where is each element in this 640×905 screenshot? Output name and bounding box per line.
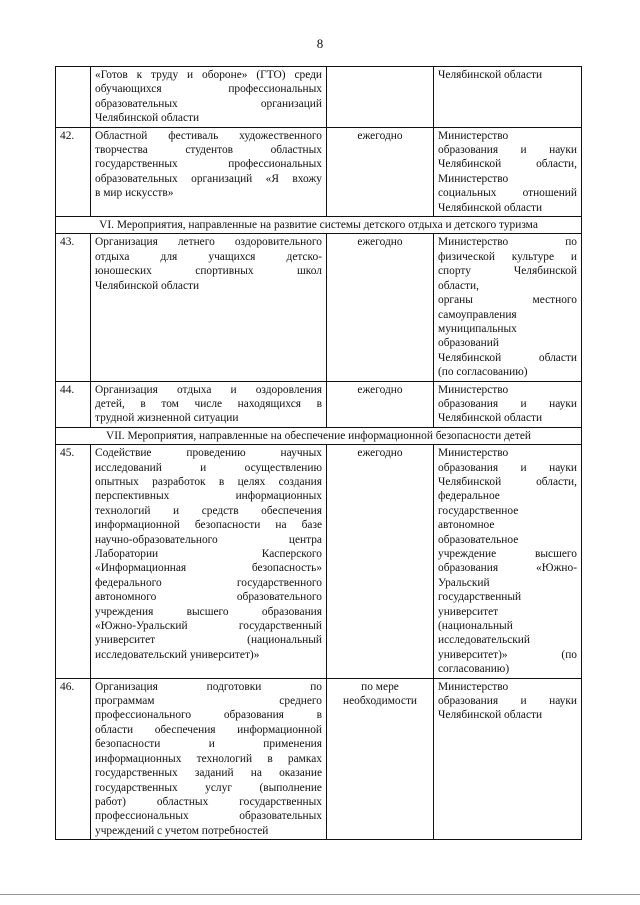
cell-line: образовательных организаций [95, 97, 322, 110]
section-title: VI. Мероприятия, направленные на развитие системы детского отдыха и детского туризма [56, 217, 582, 234]
cell-line: Челябинской области [95, 279, 200, 292]
cell-line: исследований и осуществлению [95, 461, 322, 474]
cell-line: Челябинской области, [438, 158, 577, 171]
measure-term [327, 67, 434, 128]
cell-line: исследовательский [438, 634, 530, 647]
cell-line: Челябинской области, [438, 475, 577, 488]
measures-table [55, 66, 582, 840]
cell-line: Министерство по [438, 236, 577, 249]
cell-line: профессиональных образовательных [95, 810, 322, 823]
cell-line: образования и науки [438, 397, 577, 410]
cell-line: государственное [438, 504, 519, 517]
table-row [56, 67, 582, 128]
cell-line: учреждения высшего образования [95, 605, 322, 618]
cell-line: Областной фестиваль художественного [95, 129, 322, 142]
cell-line: Организация отдыха и оздоровления [95, 383, 322, 396]
cell-line: Челябинской области [95, 112, 200, 125]
row-number: 45. [56, 445, 91, 679]
responsible-party [434, 381, 582, 427]
cell-line: (национальный [438, 620, 513, 633]
measure-description [91, 234, 327, 381]
cell-line: Уральский [438, 576, 490, 589]
cell-line: образования и науки [438, 695, 577, 708]
cell-line: безопасности и применения [95, 738, 322, 751]
term-line: ежегодно [357, 383, 403, 396]
cell-line: образования «Южно- [438, 562, 577, 575]
measure-description [91, 127, 327, 216]
cell-line: (по согласованию) [438, 366, 528, 379]
cell-line: государственных заданий на оказание [95, 767, 322, 780]
cell-line: технологий и средств обеспечения [95, 504, 322, 517]
cell-line: университет (национальный [95, 634, 322, 647]
responsible-party [434, 127, 582, 216]
cell-line: учреждение высшего [438, 548, 577, 560]
cell-line: социальных отношений [438, 187, 577, 200]
row-number: 43. [56, 234, 91, 381]
cell-line: государственных профессиональных [95, 158, 322, 171]
bottom-rule [0, 894, 640, 895]
measure-description [91, 381, 327, 427]
cell-line: «Готов к труду и обороне» (ГТО) среди [95, 69, 322, 81]
cell-line: Челябинской области [438, 351, 577, 364]
cell-line: отдыха для учащихся детско- [95, 250, 322, 263]
cell-line: Челябинской области [438, 412, 543, 425]
cell-line: Министерство [438, 680, 509, 693]
section-title: VII. Мероприятия, направленные на обеспечение информационной безопасности детей [56, 427, 582, 444]
measures-table-body [56, 67, 582, 840]
term-line: ежегодно [357, 236, 403, 249]
measure-term [327, 381, 434, 427]
measure-description [91, 445, 327, 679]
cell-line: органы местного [438, 294, 577, 307]
cell-line: исследовательский университет)» [95, 648, 260, 661]
cell-line: работ) областных государственных [95, 795, 322, 808]
cell-line: Министерство [438, 172, 509, 185]
responsible-party [434, 234, 582, 381]
cell-line: в мир искусств» [95, 187, 174, 200]
cell-line: Челябинской области [438, 709, 543, 722]
table-row [56, 234, 582, 381]
term-line: ежегодно [357, 129, 403, 142]
cell-line: Организация летнего оздоровительного [95, 236, 322, 249]
cell-line: образования и науки [438, 144, 577, 157]
cell-line: согласованию) [438, 663, 510, 676]
section-row [56, 427, 582, 444]
cell-line: области, [438, 279, 479, 292]
table-row [56, 127, 582, 216]
cell-line: «Южно-Уральский государственный [95, 620, 322, 633]
table-row [56, 445, 582, 679]
row-number [56, 67, 91, 128]
measure-term [327, 678, 434, 839]
cell-line: образования и науки [438, 461, 577, 474]
cell-line: детей, в том числе находящихся в [95, 397, 322, 410]
cell-line: Челябинской области [438, 69, 543, 81]
cell-line: федеральное [438, 490, 500, 503]
cell-line: федерального государственного [95, 576, 322, 589]
row-number: 46. [56, 678, 91, 839]
cell-line: университет [438, 605, 499, 618]
responsible-party [434, 678, 582, 839]
row-number: 42. [56, 127, 91, 216]
cell-line: Лаборатории Касперского [95, 548, 322, 560]
cell-line: образовательное [438, 533, 519, 546]
cell-line: Министерство [438, 383, 509, 396]
cell-line: программам среднего [95, 695, 322, 708]
responsible-party [434, 67, 582, 128]
cell-line: государственный [438, 591, 522, 604]
cell-line: Челябинской области [438, 201, 543, 214]
cell-line: «Информационная безопасность» [95, 562, 322, 575]
cell-line: творчества студентов областных [95, 144, 322, 157]
cell-line: трудной жизненной ситуации [95, 412, 239, 425]
cell-line: обучающихся профессиональных [95, 83, 322, 96]
responsible-party [434, 445, 582, 679]
cell-line: информационной безопасности на базе [95, 519, 322, 532]
measure-description [91, 678, 327, 839]
cell-line: области обеспечения информационной [95, 723, 322, 736]
cell-line: перспективных информационных [95, 490, 322, 503]
cell-line: научно-образовательного центра [95, 533, 322, 546]
cell-line: юношеских спортивных школ [95, 265, 322, 278]
measure-description [91, 67, 327, 128]
cell-line: опытных разработок в целях создания [95, 475, 322, 488]
cell-line: автономного образовательного [95, 591, 322, 604]
measure-term [327, 445, 434, 679]
table-row [56, 678, 582, 839]
cell-line: университет)» (по [438, 648, 577, 661]
term-line: необходимости [342, 695, 418, 708]
cell-line: профессионального образования в [95, 709, 322, 722]
cell-line: учреждений с учетом потребностей [95, 824, 269, 837]
cell-line: муниципальных [438, 322, 517, 335]
cell-line: Организация подготовки по [95, 680, 322, 693]
cell-line: Министерство [438, 129, 509, 142]
cell-line: самоуправления [438, 308, 517, 321]
table-row [56, 381, 582, 427]
cell-line: информационных технологий в рамках [95, 752, 322, 765]
term-line: по мере [361, 680, 399, 693]
measure-term [327, 127, 434, 216]
cell-line: Министерство [438, 447, 509, 460]
term-line: ежегодно [357, 447, 403, 460]
cell-line: государственных услуг (выполнение [95, 781, 322, 794]
measure-term [327, 234, 434, 381]
cell-line: образовательных организаций «Я вхожу [95, 172, 322, 185]
cell-line: физической культуре и [438, 250, 577, 263]
cell-line: Содействие проведению научных [95, 447, 322, 460]
section-row [56, 217, 582, 234]
cell-line: образований [438, 337, 499, 350]
cell-line: автономное [438, 519, 495, 532]
cell-line: спорту Челябинской [438, 265, 577, 278]
page-number: 8 [316, 36, 324, 51]
row-number: 44. [56, 381, 91, 427]
